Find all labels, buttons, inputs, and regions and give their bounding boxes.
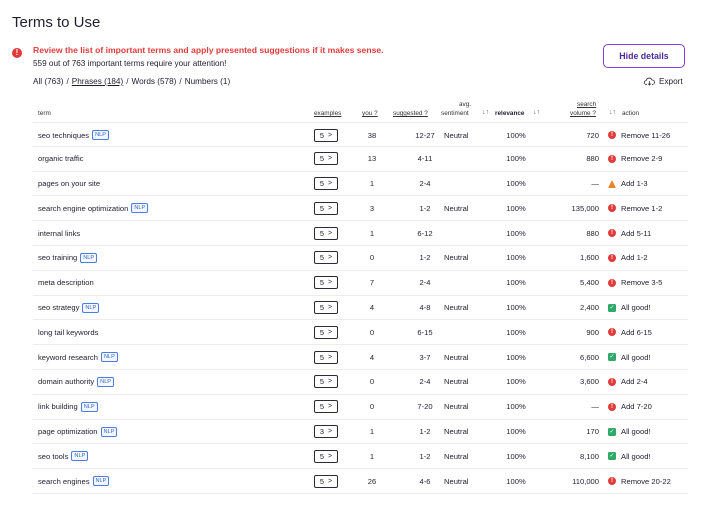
search-volume-value: 135,000 [571,203,599,213]
search-volume-value: 170 [586,427,599,437]
examples-cell [314,196,338,220]
filter-phrases[interactable]: Phrases (184) [71,77,124,86]
filter-all[interactable]: All (763) [33,77,64,86]
relevance-value: 100% [506,278,526,288]
exclamation-icon: ! [608,254,616,262]
you-count: 4 [369,352,375,362]
you-count: 0 [369,377,375,387]
action-cell [608,271,662,295]
table-row [33,196,688,221]
term-cell [38,444,88,468]
search-volume-value: 8,100 [579,451,599,461]
nlp-badge: NLP [81,402,98,412]
col-sentiment[interactable]: sentiment [441,110,469,117]
table-header [33,97,688,121]
alert-subtext: 559 out of 763 important terms require your attention! [33,59,227,68]
examples-count: 5 [319,228,325,238]
chevron-right-icon: > [328,254,333,262]
you-count: 1 [369,179,375,189]
chevron-right-icon: > [328,477,333,485]
term-text: seo training [38,253,78,263]
relevance-value: 100% [506,402,526,412]
exclamation-icon: ! [608,477,616,485]
examples-button[interactable] [314,152,338,165]
table-row [33,296,688,321]
term-cell [38,246,97,270]
terms-table-body [33,122,688,494]
action-cell [608,345,651,369]
relevance-value: 100% [506,451,526,461]
examples-button[interactable] [314,326,338,339]
sentiment-value: Neutral [444,303,469,313]
nlp-badge: NLP [101,427,118,437]
relevance-value: 100% [506,427,526,437]
term-text: pages on your site [38,179,101,189]
sort-relevance-icon[interactable]: ↓↑ [482,109,489,116]
suggested-range: 1-2 [419,427,431,437]
sentiment-value: Neutral [444,402,469,412]
table-row [33,122,688,147]
suggested-range: 6-12 [417,228,433,238]
chevron-right-icon: > [328,131,333,139]
relevance-value: 100% [506,303,526,313]
exclamation-icon: ! [608,131,616,139]
action-text: Add 6-15 [621,327,652,337]
term-cell [38,296,99,320]
chevron-right-icon: > [328,452,333,460]
alert-exclamation-icon: ! [12,48,22,58]
filter-separator: / [66,77,69,86]
term-cell [38,370,114,394]
examples-count: 5 [319,154,325,164]
term-cell [38,395,98,419]
examples-cell [314,345,338,369]
suggested-range: 4-8 [419,303,431,313]
examples-button[interactable] [314,129,338,142]
term-cell [38,147,83,171]
you-count: 1 [369,228,375,238]
examples-button[interactable] [314,251,338,264]
search-volume-value: 880 [586,154,599,164]
col-you[interactable]: you ? [362,110,378,117]
you-count: 1 [369,451,375,461]
action-text: Remove 11-26 [621,130,671,140]
chevron-right-icon: > [328,403,333,411]
nlp-badge: NLP [92,130,109,140]
relevance-value: 100% [506,253,526,263]
examples-cell [314,296,338,320]
search-volume-value: 5,400 [579,278,599,288]
term-text: seo techniques [38,130,90,140]
examples-count: 5 [319,352,325,362]
exclamation-icon: ! [608,279,616,287]
chevron-right-icon: > [328,428,333,436]
term-text: seo tools [38,451,69,461]
you-count: 0 [369,402,375,412]
search-volume-value: 2,400 [579,303,599,313]
chevron-right-icon: > [328,378,333,386]
examples-count: 3 [319,427,325,437]
suggested-range: 3-7 [419,352,431,362]
term-cell [38,345,118,369]
chevron-right-icon: > [328,155,333,163]
examples-cell [314,271,338,295]
action-text: All good! [621,352,651,362]
action-text: Remove 2-9 [621,154,663,164]
term-text: page optimization [38,427,98,437]
relevance-value: 100% [506,179,526,189]
relevance-value: 100% [506,203,526,213]
col-relevance[interactable]: relevance [495,110,525,117]
examples-button[interactable] [314,400,338,413]
term-text: keyword research [38,352,98,362]
exclamation-icon: ! [608,229,616,237]
examples-count: 5 [319,402,325,412]
examples-cell [314,420,338,444]
table-row [33,147,688,172]
table-row [33,320,688,345]
exclamation-icon: ! [608,204,616,212]
chevron-right-icon: > [328,180,333,188]
action-cell [608,221,651,245]
action-cell [608,172,648,196]
term-type-filters [33,77,230,86]
chevron-right-icon: > [328,204,333,212]
col-term[interactable]: term [38,110,51,117]
action-cell [608,246,648,270]
alert-message: Review the list of important terms and apply presented suggestions if it makes sense. [33,45,384,55]
examples-button[interactable] [314,425,338,438]
examples-button[interactable] [314,351,338,364]
action-text: All good! [621,427,651,437]
relevance-value: 100% [506,130,526,140]
examples-button[interactable] [314,276,338,289]
examples-button[interactable] [314,450,338,463]
action-cell [608,469,671,493]
you-count: 3 [369,203,375,213]
examples-cell [314,123,338,147]
suggested-range: 6-15 [417,327,433,337]
term-cell [38,420,117,444]
exclamation-icon: ! [608,403,616,411]
search-volume-value: 880 [586,228,599,238]
col-search-volume[interactable]: volume ? [570,110,596,117]
search-volume-value: 1,600 [579,253,599,263]
relevance-value: 100% [506,228,526,238]
action-cell [608,296,651,320]
sentiment-value: Neutral [444,427,469,437]
examples-cell [314,444,338,468]
sentiment-value: Neutral [444,130,469,140]
term-cell [38,320,98,344]
exclamation-icon: ! [608,378,616,386]
suggested-range: 4-11 [417,154,433,164]
action-cell [608,370,648,394]
examples-cell [314,395,338,419]
suggested-range: 2-4 [419,179,431,189]
suggested-range: 2-4 [419,278,431,288]
table-row [33,444,688,469]
nlp-badge: NLP [71,451,88,461]
action-text: Add 1-2 [621,253,648,263]
examples-cell [314,469,338,493]
search-volume-value: 6,600 [579,352,599,362]
examples-button[interactable] [314,177,338,190]
action-cell [608,196,662,220]
nlp-badge: NLP [101,352,118,362]
term-cell [38,123,109,147]
examples-cell [314,246,338,270]
suggested-range: 7-20 [417,402,433,412]
filter-separator: / [126,77,129,86]
term-text: domain authority [38,377,95,387]
sort-action-icon[interactable]: ↓↑ [609,109,616,116]
suggested-range: 1-2 [419,203,431,213]
examples-count: 5 [319,130,325,140]
examples-button[interactable] [314,301,338,314]
chevron-right-icon: > [328,353,333,361]
filter-separator: / [179,77,182,86]
action-text: Remove 3-5 [621,278,663,288]
you-count: 0 [369,253,375,263]
nlp-badge: NLP [82,303,99,313]
nlp-badge: NLP [93,476,110,486]
nlp-badge: NLP [97,377,114,387]
search-volume-value: 110,000 [572,476,599,486]
sentiment-value: Neutral [444,352,469,362]
examples-cell [314,147,338,171]
table-row [33,246,688,271]
action-text: Remove 1-2 [621,203,663,213]
you-count: 38 [367,130,377,140]
action-text: Add 5-11 [621,228,652,238]
examples-count: 5 [319,203,325,213]
checkmark-icon: ✓ [609,304,615,311]
you-count: 26 [367,476,377,486]
you-count: 0 [369,327,375,337]
suggested-range: 12-27 [415,130,435,140]
col-suggested[interactable]: suggested ? [393,110,428,117]
sentiment-value: Neutral [444,377,469,387]
search-volume-value: 3,600 [579,377,599,387]
examples-button[interactable] [314,375,338,388]
search-volume-value: 900 [586,327,599,337]
checkmark-icon: ✓ [609,354,615,361]
term-text: link building [38,402,78,412]
term-cell [38,469,109,493]
examples-button[interactable] [314,202,338,215]
nlp-badge: NLP [80,253,97,263]
checkmark-icon: ✓ [609,428,615,435]
table-row [33,420,688,445]
you-count: 7 [369,278,375,288]
examples-count: 5 [319,253,325,263]
examples-cell [314,221,338,245]
term-text: organic traffic [38,154,84,164]
table-row [33,221,688,246]
sentiment-value: Neutral [444,253,469,263]
action-cell [608,320,652,344]
suggested-range: 4-6 [419,476,431,486]
col-examples[interactable]: examples [314,110,342,117]
col-avg-label: avg. [459,101,472,108]
term-cell [38,221,80,245]
term-text: meta description [38,278,94,288]
action-text: Remove 20-22 [621,476,671,486]
export-button[interactable] [644,77,683,86]
relevance-value: 100% [506,327,526,337]
action-cell [608,123,670,147]
examples-count: 5 [319,179,325,189]
table-row [33,395,688,420]
exclamation-icon: ! [608,328,616,336]
action-text: Add 1-3 [621,179,648,189]
sentiment-value [444,172,484,196]
sentiment-value [444,271,484,295]
chevron-right-icon: > [328,229,333,237]
suggested-range: 1-2 [419,451,431,461]
search-volume-value: 720 [586,130,599,140]
examples-count: 5 [319,451,325,461]
term-cell [38,172,100,196]
sentiment-value: Neutral [444,451,469,461]
page-title: Terms to Use [12,14,101,31]
term-cell [38,271,94,295]
table-row [33,172,688,197]
search-volume-value: — [591,179,599,189]
sentiment-value: Neutral [444,476,469,486]
action-text: Add 7-20 [621,402,652,412]
table-row [33,271,688,296]
relevance-value: 100% [506,154,526,164]
sentiment-value [444,147,484,171]
search-volume-value: — [591,402,599,412]
sentiment-value [444,221,484,245]
cloud-download-icon [644,77,655,86]
action-text: All good! [621,451,651,461]
warning-icon [608,180,616,188]
examples-cell [314,370,338,394]
filter-words[interactable]: Words (578) [131,77,177,86]
examples-cell [314,172,338,196]
term-text: search engines [38,476,90,486]
examples-button[interactable] [314,475,338,488]
you-count: 4 [369,303,375,313]
col-volume-label: search [577,101,597,108]
you-count: 1 [369,427,375,437]
you-count: 13 [367,154,377,164]
action-cell [608,147,662,171]
examples-button[interactable] [314,227,338,240]
examples-cell [314,320,338,344]
table-row [33,370,688,395]
action-cell [608,395,652,419]
action-cell [608,444,651,468]
chevron-right-icon: > [328,279,333,287]
term-cell [38,196,148,220]
sentiment-value [444,320,484,344]
examples-count: 5 [319,327,325,337]
relevance-value: 100% [506,377,526,387]
sentiment-value: Neutral [444,203,469,213]
col-action[interactable]: action [622,110,640,117]
action-text: Add 2-4 [621,377,648,387]
checkmark-icon: ✓ [609,453,615,460]
nlp-badge: NLP [131,203,148,213]
examples-count: 5 [319,303,325,313]
relevance-value: 100% [506,352,526,362]
table-row [33,469,688,494]
relevance-value: 100% [506,476,526,486]
chevron-right-icon: > [328,304,333,312]
action-cell [608,420,651,444]
term-text: search engine optimization [38,203,129,213]
examples-count: 5 [319,377,325,387]
term-text: internal links [38,228,81,238]
sort-volume-icon[interactable]: ↓↑ [533,109,540,116]
hide-details-button[interactable]: Hide details [603,44,685,68]
action-text: All good! [621,303,651,313]
examples-count: 5 [319,278,325,288]
examples-count: 5 [319,476,325,486]
suggested-range: 1-2 [419,253,431,263]
suggested-range: 2-4 [419,377,431,387]
export-label: Export [659,77,683,86]
term-text: long tail keywords [38,327,99,337]
chevron-right-icon: > [328,328,333,336]
filter-numbers[interactable]: Numbers (1) [184,77,231,86]
table-row [33,345,688,370]
exclamation-icon: ! [608,155,616,163]
term-text: seo strategy [38,303,80,313]
